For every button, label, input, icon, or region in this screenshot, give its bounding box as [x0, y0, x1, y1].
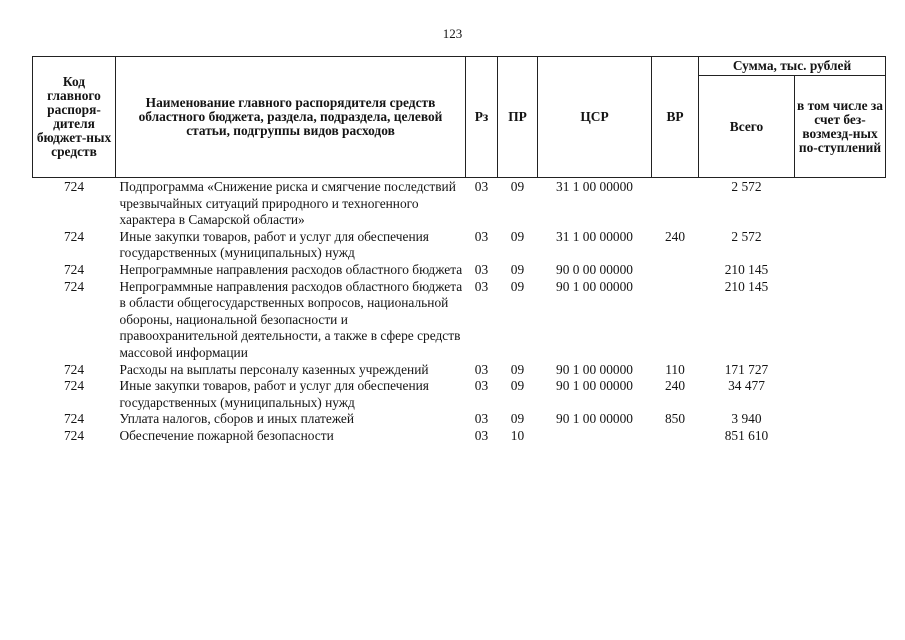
cell-csr: 90 1 00 00000: [556, 378, 633, 394]
cell-vr: 110: [665, 361, 685, 377]
cell-name: Обеспечение пожарной безопасности: [119, 427, 334, 443]
cell-name: Непрограммные направления расходов областного бюджета в области общегосударственных вопросов, национальной обороны, национальной безопасности и правоохранительной деятельности, а также в сфере средств массовой информации: [119, 278, 463, 360]
cell-code: 724: [63, 261, 85, 277]
table-row: [33, 229, 886, 262]
cell-vr: 240: [664, 378, 686, 394]
header-vr: ВР: [652, 57, 699, 178]
cell-csr: 31 1 00 00000: [556, 228, 633, 244]
header-total: Всего: [699, 76, 795, 178]
cell-rz: 03: [474, 411, 489, 427]
cell-pr: 09: [510, 378, 525, 394]
cell-pr: 09: [510, 361, 525, 377]
cell-code: 724: [63, 378, 85, 394]
header-rz: Рз: [466, 57, 498, 178]
cell-total: 210 145: [724, 278, 769, 294]
cell-rz: 03: [474, 361, 489, 377]
cell-code: 724: [63, 427, 85, 443]
cell-name: Непрограммные направления расходов областного бюджета: [119, 261, 463, 277]
header-name: Наименование главного распорядителя средств областного бюджета, раздела, подраздела, целевой статьи, подгруппы видов расходов: [116, 57, 466, 178]
header-csr: ЦСР: [538, 57, 652, 178]
cell-vr: [652, 428, 699, 445]
cell-free: [795, 262, 886, 279]
header-sum: Сумма, тыс. рублей: [699, 57, 886, 76]
header-free: в том числе за счет без-возмезд-ных по-ступлений: [795, 76, 886, 178]
cell-csr: [538, 428, 652, 445]
cell-name: Иные закупки товаров, работ и услуг для обеспечения государственных (муниципальных) нужд: [119, 228, 429, 261]
cell-vr: 240: [664, 228, 686, 244]
cell-pr: 09: [510, 411, 525, 427]
cell-vr: [652, 279, 699, 362]
cell-vr: 850: [664, 411, 686, 427]
cell-csr: 90 1 00 00000: [556, 411, 633, 427]
header-code: Код главного распоря-дителя бюджет-ных средств: [33, 57, 116, 178]
cell-csr: 90 1 00 00000: [556, 278, 633, 294]
cell-total: 3 940: [731, 411, 762, 427]
cell-vr: [652, 262, 699, 279]
table-header: [33, 57, 886, 178]
cell-pr: 09: [510, 228, 525, 244]
table-row: [33, 178, 886, 229]
cell-pr: 09: [510, 261, 525, 277]
cell-name: Подпрограмма «Снижение риска и смягчение последствий чрезвычайных ситуаций природного и техногенного характера в Самарской области»: [119, 179, 456, 228]
cell-rz: 03: [474, 179, 489, 194]
cell-vr: [652, 178, 699, 229]
table-row: [33, 279, 886, 362]
cell-free: [795, 428, 886, 445]
table-row: [33, 362, 886, 379]
cell-free: [795, 362, 886, 379]
table-row: [33, 428, 886, 445]
cell-code: 724: [63, 361, 85, 377]
table-row: [33, 411, 886, 428]
cell-pr: 09: [510, 278, 525, 294]
cell-code: 724: [63, 228, 85, 244]
cell-free: [795, 378, 886, 411]
cell-free: [795, 411, 886, 428]
cell-rz: 03: [474, 228, 489, 244]
cell-free: [795, 279, 886, 362]
cell-csr: 31 1 00 00000: [556, 179, 633, 194]
cell-csr: 90 1 00 00000: [556, 361, 633, 377]
table-row: [33, 378, 886, 411]
cell-free: [795, 178, 886, 229]
cell-total: 851 610: [724, 427, 769, 443]
cell-code: 724: [63, 278, 85, 294]
cell-code: 724: [63, 411, 85, 427]
table-body: [33, 178, 886, 445]
table-row: [33, 262, 886, 279]
cell-name: Расходы на выплаты персоналу казенных учреждений: [119, 361, 429, 377]
cell-rz: 03: [474, 378, 489, 394]
cell-free: [795, 229, 886, 262]
cell-total: 34 477: [728, 378, 765, 394]
cell-total: 210 145: [724, 261, 769, 277]
cell-total: 171 727: [724, 361, 769, 377]
cell-rz: 03: [474, 278, 489, 294]
cell-total: 2 572: [731, 179, 762, 194]
cell-total: 2 572: [731, 228, 762, 244]
cell-rz: 03: [474, 261, 489, 277]
cell-code: 724: [63, 179, 85, 194]
cell-pr: 09: [510, 179, 525, 194]
cell-rz: 03: [474, 427, 489, 443]
header-pr: ПР: [498, 57, 538, 178]
budget-table: [32, 56, 886, 445]
cell-csr: 90 0 00 00000: [556, 261, 633, 277]
cell-pr: 10: [510, 427, 525, 443]
page-number: 123: [442, 26, 463, 41]
cell-name: Уплата налогов, сборов и иных платежей: [119, 411, 355, 427]
cell-name: Иные закупки товаров, работ и услуг для обеспечения государственных (муниципальных) нужд: [119, 378, 429, 410]
